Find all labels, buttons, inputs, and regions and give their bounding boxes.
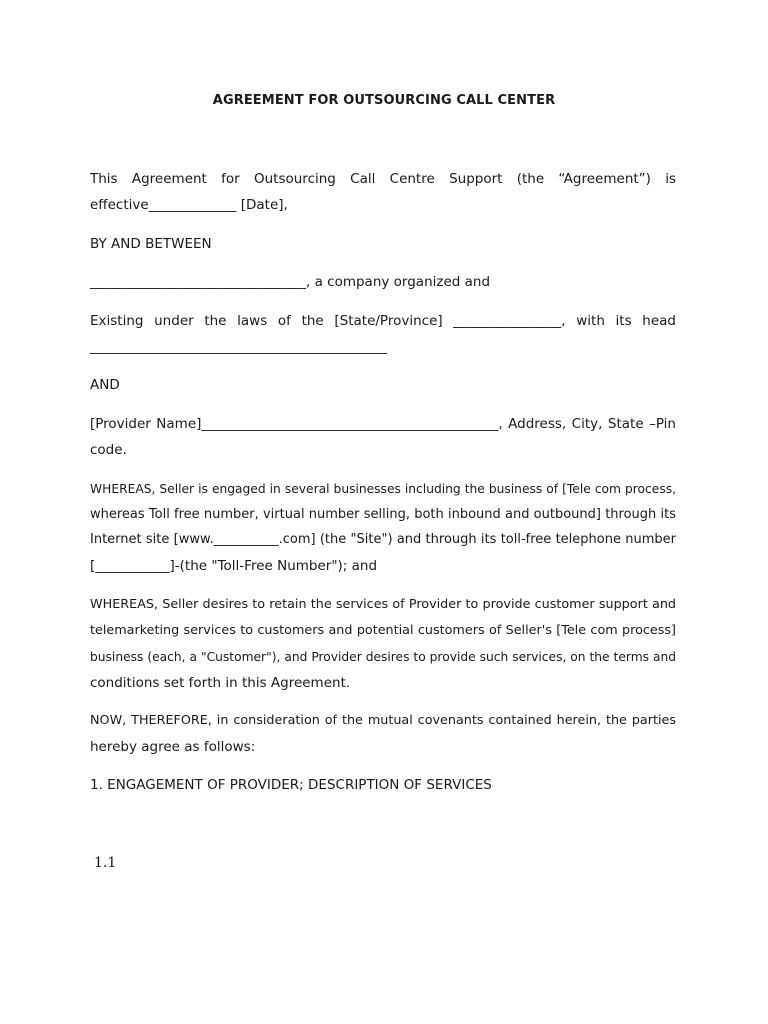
whereas-1-line-2: whereas Toll free number, virtual number selling, both inbound and outbound] through its [90, 507, 676, 522]
company-line: ________________________________, a company organized and [90, 274, 491, 290]
whereas-1-line-4: [___________]-(the "Toll-Free Number"); and [90, 558, 378, 574]
subsection-number: 1.1 [94, 855, 117, 871]
document-title: AGREEMENT FOR OUTSOURCING CALL CENTER [212, 93, 556, 108]
and-label: AND [90, 377, 120, 393]
whereas-1-line-3: Internet site [www.__________.com] (the "Site") and through its toll-free telephone number [90, 532, 676, 547]
existing-line-2: ____________________________________________ [90, 339, 387, 355]
by-and-between-label: BY AND BETWEEN [90, 236, 212, 252]
intro-line-1: This Agreement for Outsourcing Call Centre Support (the “Agreement”) is [90, 171, 676, 187]
whereas-1-line-1: WHEREAS, Seller is engaged in several businesses including the business of [Tele com process, [90, 482, 676, 496]
existing-line-1: Existing under the laws of the [State/Province] ________________, with its head [90, 313, 676, 329]
now-therefore-line-2: hereby agree as follows: [90, 739, 256, 755]
whereas-2-line-1: WHEREAS, Seller desires to retain the services of Provider to provide customer support and [90, 597, 676, 612]
provider-line-2: code. [90, 442, 127, 458]
whereas-2-line-3: business (each, a "Customer"), and Provider desires to provide such services, on the terms and [90, 650, 676, 664]
now-therefore-line-1: NOW, THEREFORE, in consideration of the mutual covenants contained herein, the parties [90, 713, 676, 728]
section-1-heading: 1. ENGAGEMENT OF PROVIDER; DESCRIPTION OF SERVICES [90, 777, 492, 793]
intro-line-2: effective_____________ [Date], [90, 197, 288, 213]
provider-line-1: [Provider Name]____________________________________________, Address, City, State –Pin [90, 416, 676, 432]
whereas-2-line-4: conditions set forth in this Agreement. [90, 675, 351, 691]
whereas-2-line-2: telemarketing services to customers and potential customers of Seller's [Tele com process] [90, 623, 676, 638]
